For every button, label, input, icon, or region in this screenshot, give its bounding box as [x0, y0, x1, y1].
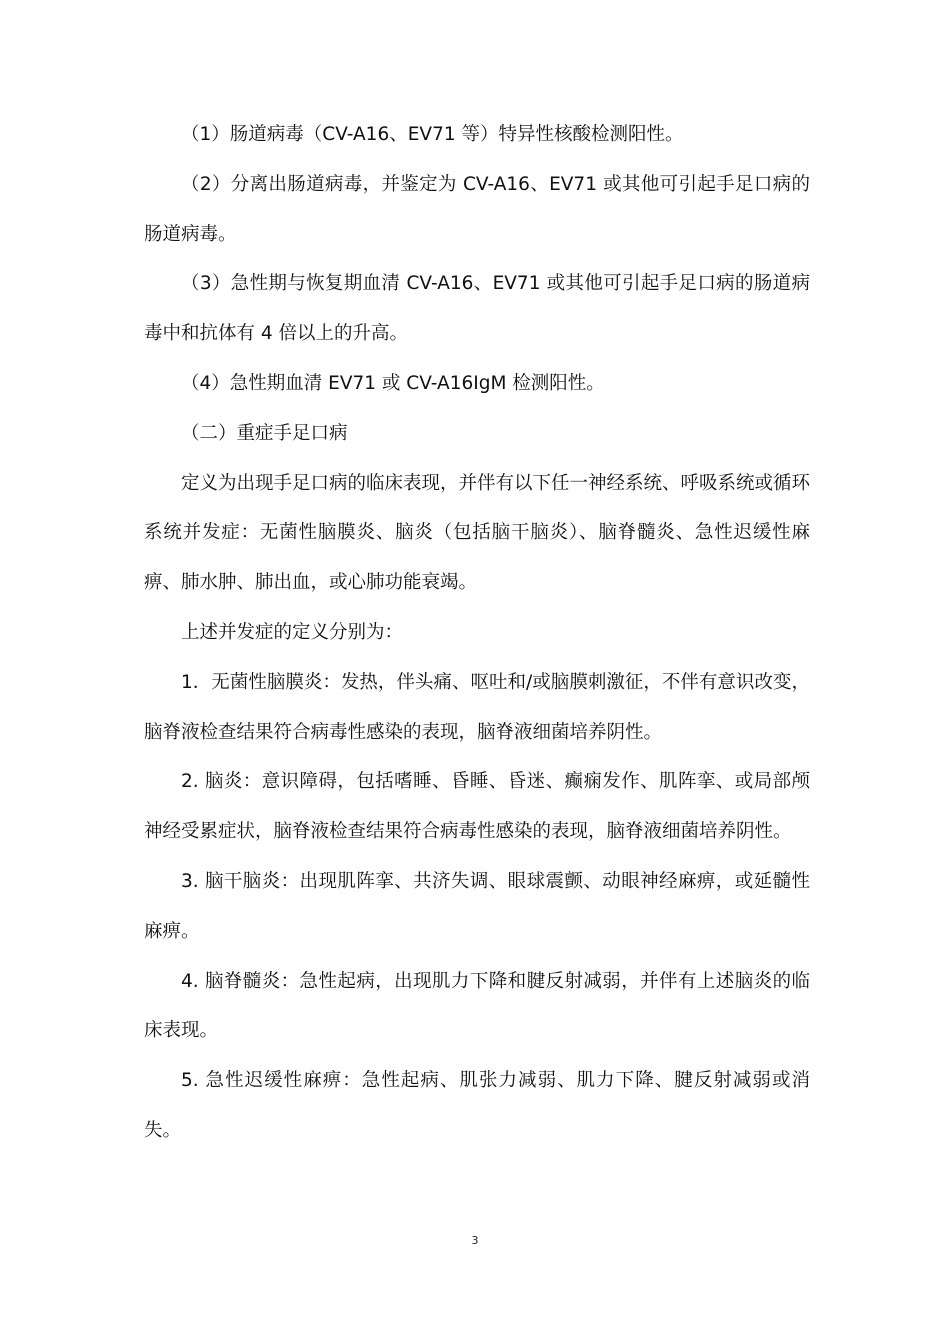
list-item-encephalomyelitis: 4. 脑脊髓炎：急性起病，出现肌力下降和腱反射减弱，并伴有上述脑炎的临床表现。 [144, 970, 810, 1042]
list-item-aseptic-meningitis: 1．无菌性脑膜炎：发热，伴头痛、呕吐和/或脑膜刺激征，不伴有意识改变，脑脊液检查结果符合病毒性感染的表现，脑脊液细菌培养阴性。 [144, 671, 810, 743]
paragraph-severe-definition: 定义为出现手足口病的临床表现，并伴有以下任一神经系统、呼吸系统或循环系统并发症：无菌性脑膜炎、脑炎（包括脑干脑炎）、脑脊髓炎、急性迟缓性麻痹、肺水肿、肺出血，或心肺功能衰竭。 [144, 472, 811, 594]
list-item-acute-flaccid-paralysis: 5. 急性迟缓性麻痹：急性起病、肌张力减弱、肌力下降、腱反射减弱或消失。 [144, 1070, 810, 1141]
list-item-brainstem-encephalitis: 3. 脑干脑炎：出现肌阵挛、共济失调、眼球震颤、动眼神经麻痹，或延髓性麻痹。 [144, 870, 810, 942]
list-item-encephalitis: 2. 脑炎：意识障碍，包括嗜睡、昏睡、昏迷、癫痫发作、肌阵挛、或局部颅神经受累症状，脑脊液检查结果符合病毒性感染的表现，脑脊液细菌培养阴性。 [144, 771, 810, 843]
paragraph-criterion-1: （1）肠道病毒（CV-A16、EV71 等）特异性核酸检测阳性。 [181, 124, 684, 145]
document-body [144, 110, 810, 1156]
paragraph-complication-intro: 上述并发症的定义分别为： [181, 621, 404, 643]
section-heading-severe: （二）重症手足口病 [181, 422, 348, 444]
paragraph-criterion-2: （2）分离出肠道病毒，并鉴定为 CV-A16、EV71 或其他可引起手足口病的肠道病毒。 [144, 173, 810, 245]
paragraph-criterion-3: （3）急性期与恢复期血清 CV-A16、EV71 或其他可引起手足口病的肠道病毒中和抗体有 4 倍以上的升高。 [144, 273, 810, 345]
page-number: 3 [471, 1234, 479, 1247]
paragraph-criterion-4: （4）急性期血清 EV71 或 CV-A16IgM 检测阳性。 [181, 372, 605, 394]
